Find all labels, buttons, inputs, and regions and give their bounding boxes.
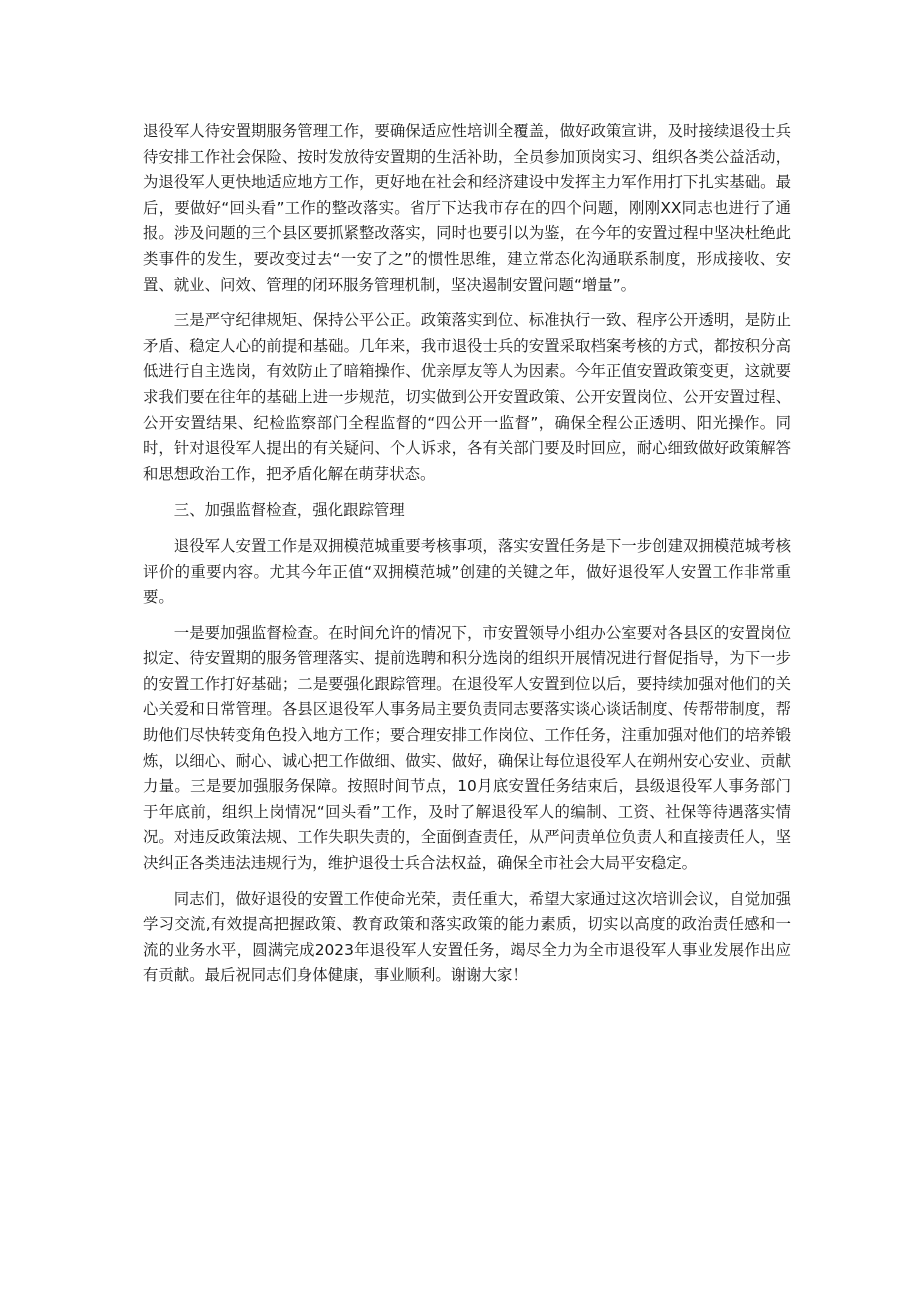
paragraph-5: 同志们，做好退役的安置工作使命光荣，责任重大，希望大家通过这次培训会议，自觉加强学习交流,有效提高把握政策、教育政策和落实政策的能力素质，切实以高度的政治责任感和一流的业务水平，圆满完成2023年退役军人安置任务，竭尽全力为全市退役军人事业发展作出应有贡献。最后祝同志们身体健康，事业顺利。谢谢大家！ <box>143 889 791 985</box>
paragraph-3: 退役军人安置工作是双拥模范城重要考核事项，落实安置任务是下一步创建双拥模范城考核评价的重要内容。尤其今年正值“双拥模范城”创建的关键之年，做好退役军人安置工作非常重要。 <box>143 536 791 607</box>
paragraph-4: 一是要加强监督检查。在时间允许的情况下，市安置领导小组办公室要对各县区的安置岗位拟定、待安置期的服务管理落实、提前选聘和积分选岗的组织开展情况进行督促指导，为下一步的安置工作打好基础；二是要强化跟踪管理。在退役军人安置到位以后，要持续加强对他们的关心关爱和日常管理。各县区退役军人事务局主要负责同志要落实谈心谈话制度、传帮带制度，帮助他们尽快转变角色投入地方工作；要合理安排工作岗位、工作任务，注重加强对他们的培养锻炼，以细心、耐心、诚心把工作做细、做实、做好，确保让每位退役军人在朔州安心安业、贡献力量。三是要加强服务保障。按照时间节点，10月底安置任务结束后，县级退役军人事务部门于年底前，组织上岗情况“回头看”工作，及时了解退役军人的编制、工资、社保等待遇落实情况。对违反政策法规、工作失职失责的，全面倒查责任，从严问责单位负责人和直接责任人，坚决纠正各类违法违规行为，维护退役士兵合法权益，确保全市社会大局平安稳定。 <box>143 623 791 873</box>
section-heading-3: 三、加强监督检查，强化跟踪管理 <box>173 501 405 520</box>
paragraph-1: 退役军人待安置期服务管理工作，要确保适应性培训全覆盖，做好政策宣讲，及时接续退役士兵待安排工作社会保险、按时发放待安置期的生活补助，全员参加顶岗实习、组织各类公益活动，为退役军人更快地适应地方工作，更好地在社会和经济建设中发挥主力军作用打下扎实基础。最后，要做好“回头看”工作的整改落实。省厅下达我市存在的四个问题，刚刚XX同志也进行了通报。涉及问题的三个县区要抓紧整改落实，同时也要引以为鉴，在今年的安置过程中坚决杜绝此类事件的发生，要改变过去“一安了之”的惯性思维，建立常态化沟通联系制度，形成接收、安置、就业、问效、管理的闭环服务管理机制，坚决遏制安置问题“增量”。 <box>143 122 791 294</box>
paragraph-2: 三是严守纪律规矩、保持公平公正。政策落实到位、标准执行一致、程序公开透明，是防止矛盾、稳定人心的前提和基础。几年来，我市退役士兵的安置采取档案考核的方式，都按积分高低进行自主选岗，有效防止了暗箱操作、优亲厚友等人为因素。今年正值安置政策变更，这就要求我们要在往年的基础上进一步规范，切实做到公开安置政策、公开安置岗位、公开安置过程、公开安置结果、纪检监察部门全程监督的“四公开一监督”，确保全程公正透明、阳光操作。同时，针对退役军人提出的有关疑问、个人诉求，各有关部门要及时回应，耐心细致做好政策解答和思想政治工作，把矛盾化解在萌芽状态。 <box>143 311 791 483</box>
document-page <box>143 119 791 989</box>
